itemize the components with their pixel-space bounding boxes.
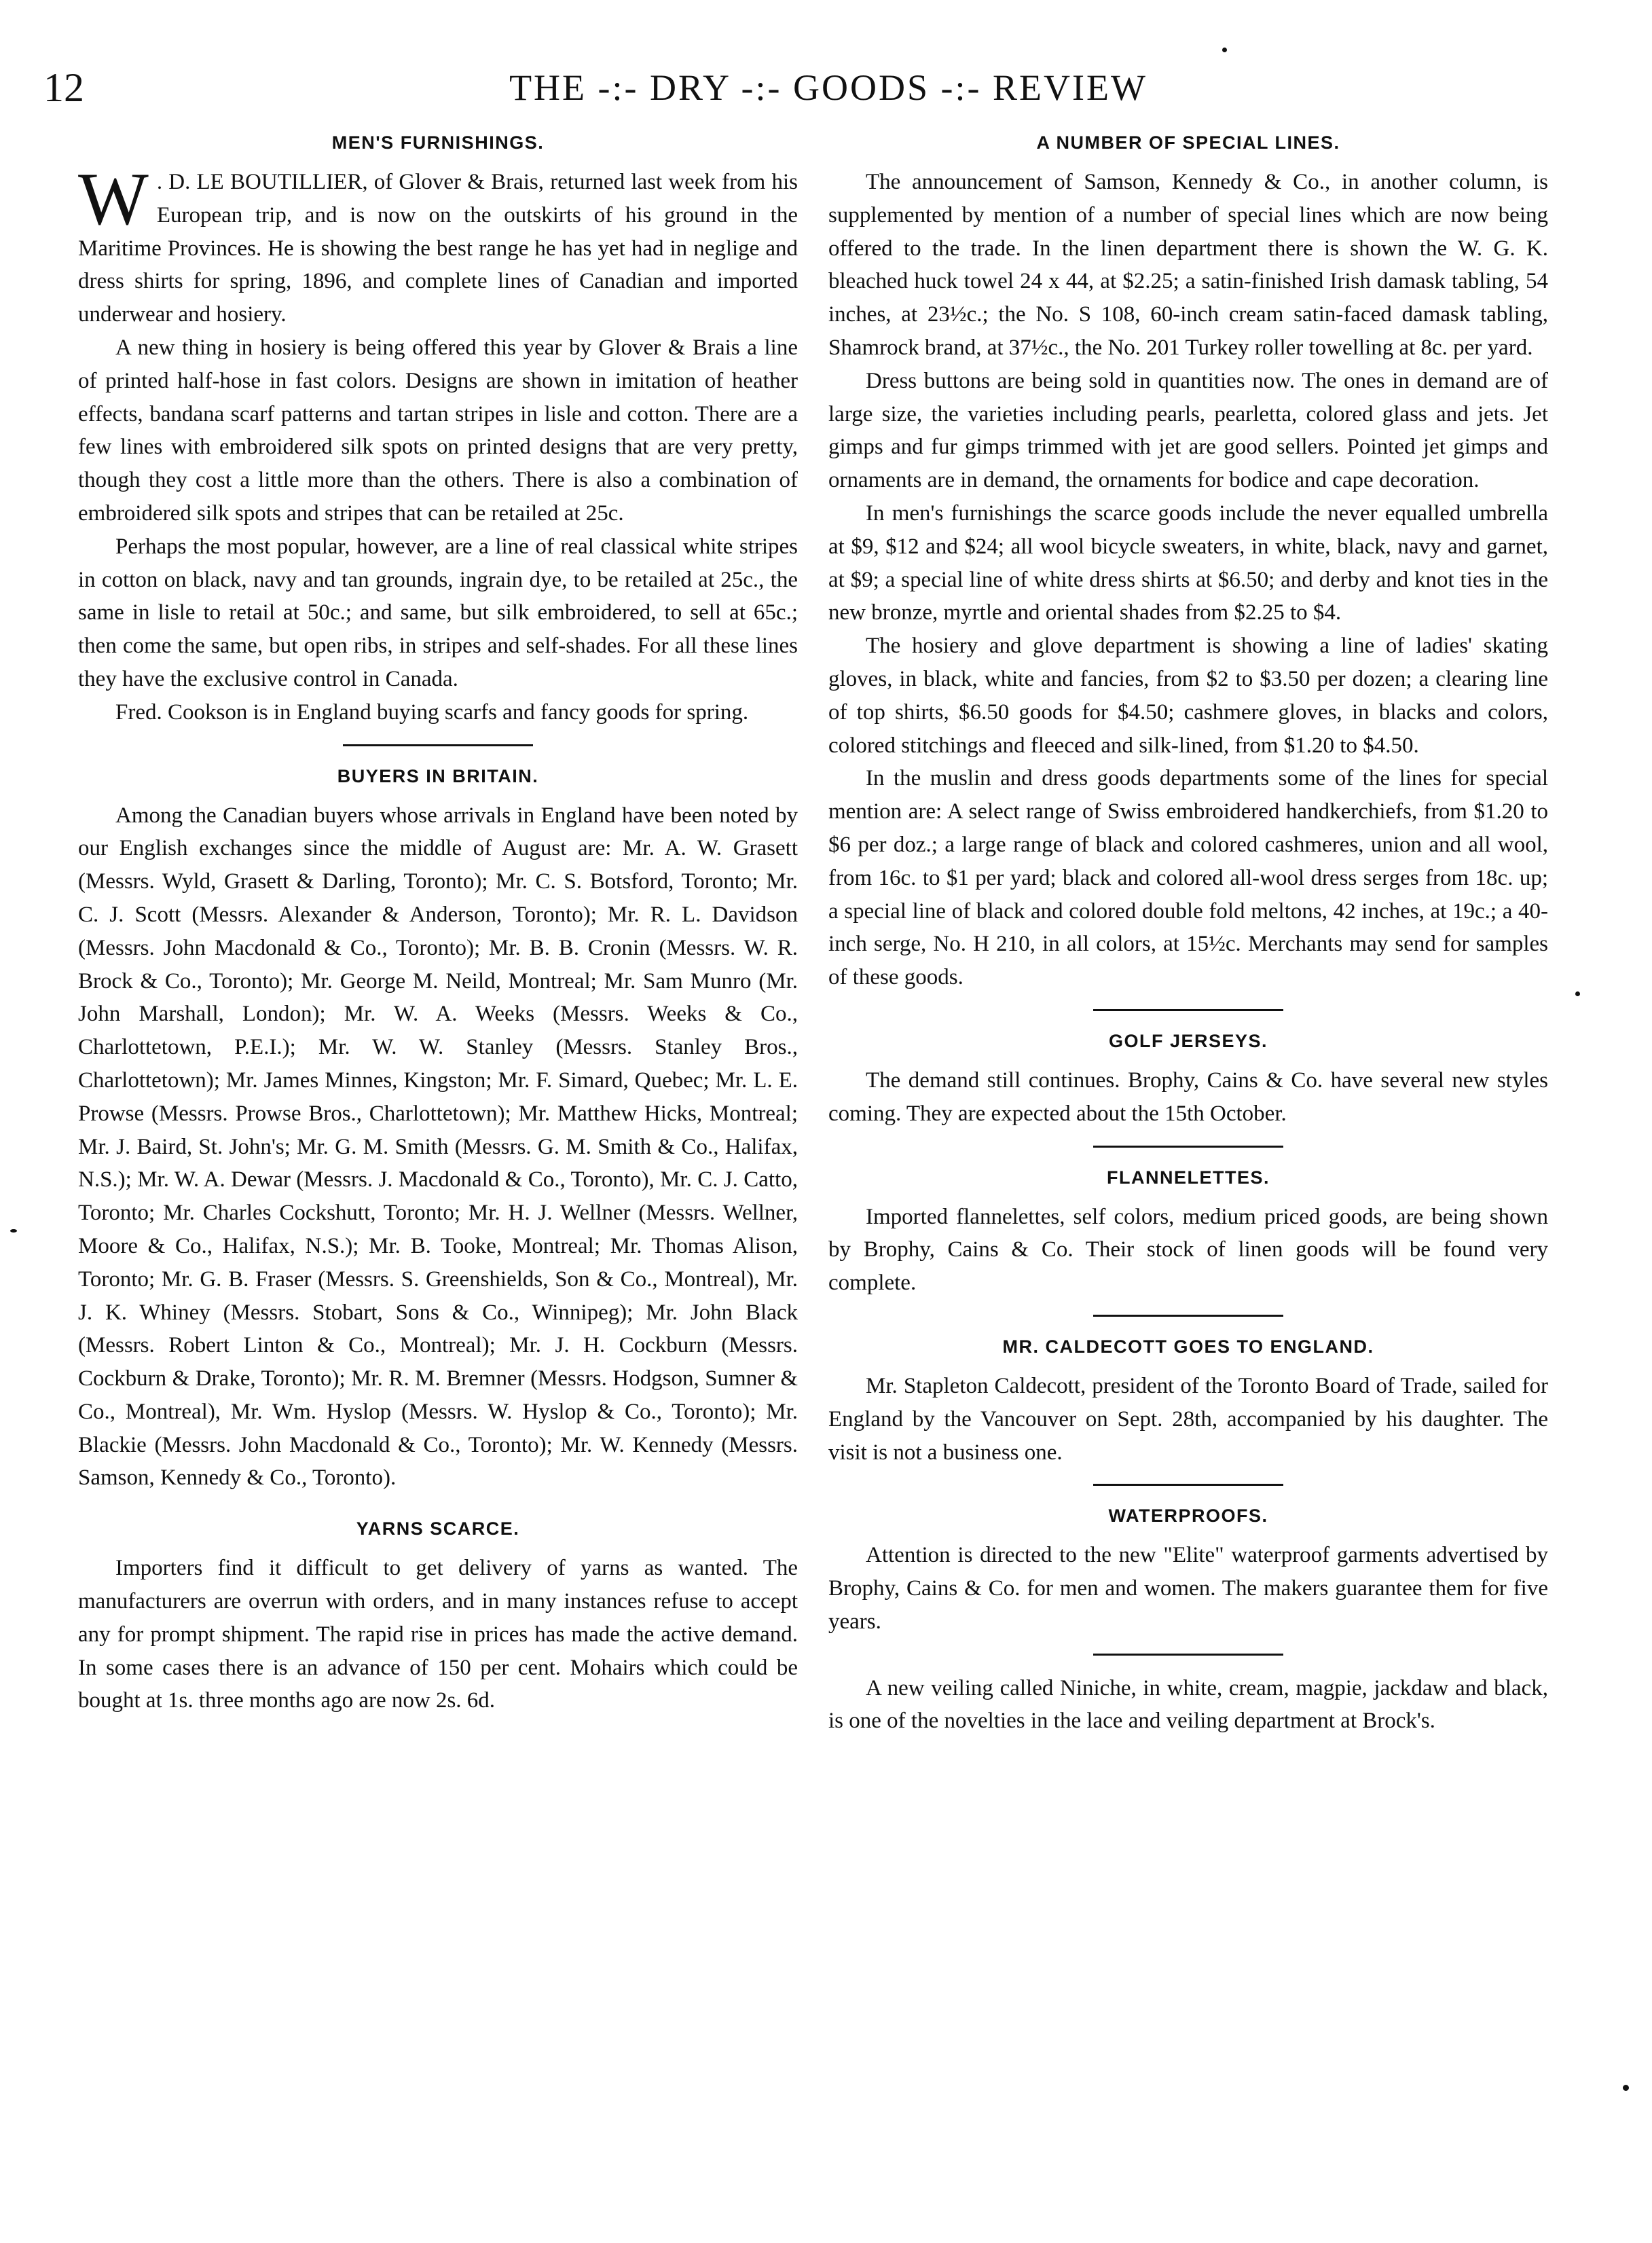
- article-golf-jerseys: [828, 1027, 1548, 1131]
- speck-mark: [1575, 991, 1580, 996]
- article-paragraph: A new veiling called Niniche, in white, cream, magpie, jackdaw and black, is one of the novelties in the lace and veiling department at Brock's.: [828, 1675, 1548, 1734]
- section-divider: [1093, 1009, 1283, 1011]
- article-paragraph: The demand still continues. Brophy, Cains & Co. have several new styles coming. They are expected about the 15th October.: [828, 1068, 1548, 1126]
- drop-cap: W: [78, 158, 149, 240]
- article-paragraph: Importers find it difficult to get delivery of yarns as wanted. The manufacturers are overrun with orders, and in many instances refuse to accept any for prompt shipment. The rapid rise in prices has made the active demand. In some cases there is an advance of 150 per cent. Mohairs which could be bought at 1s. three months ago are now 2s. 6d.: [78, 1556, 798, 1713]
- article-paragraph: Fred. Cookson is in England buying scarfs and fancy goods for spring.: [115, 699, 749, 725]
- article-paragraph: A new thing in hosiery is being offered this year by Glover & Brais a line of printed half-hose in fast colors. Designs are shown in imitation of heather effects, bandana scarf patterns and tartan stripes in lisle and cotton. There are a few lines with embroidered silk spots on printed designs that are very pretty, though they cost a little more than the others. There is also a combination of embroidered silk spots and stripes that can be retailed at 25c.: [78, 335, 798, 526]
- article-heading: MEN'S FURNISHINGS.: [331, 132, 545, 153]
- article-veiling: [828, 1672, 1548, 1738]
- article-yarns-scarce: [78, 1515, 798, 1717]
- section-gap: [78, 1495, 798, 1515]
- article-paragraph: Dress buttons are being sold in quantities now. The ones in demand are of large size, the varieties including pearls, pearletta, colored glass and jets. Jet gimps and fur gimps trimmed with jet are good sellers. Pointed jet gimps and ornaments are in demand, the ornaments for bodice and cape decoration.: [828, 368, 1548, 493]
- article-paragraph: In men's furnishings the scarce goods include the never equalled umbrella at $9, $12 and $24; all wool bicycle sweaters, in white, black, navy and garnet, at $9; a special line of white dress shirts at $6.50; and derby and knot ties in the new bronze, myrtle and oriental shades from $2.25 to $4.: [828, 500, 1548, 625]
- article-heading: BUYERS IN BRITAIN.: [337, 765, 539, 786]
- article-paragraph: [78, 158, 798, 331]
- article-waterproofs: [828, 1502, 1548, 1638]
- article-mens-furnishings: [78, 129, 798, 729]
- paragraph-text: . D. LE BOUTILLIER, of Glover & Brais, returned last week from his European trip, and is now on the outskirts of his ground in the Maritime Provinces. He is showing the best range he has yet had in neglige and dress shirts for spring, 1896, and complete lines of Canadian and imported underwear and hosiery.: [78, 170, 798, 327]
- article-paragraph: Among the Canadian buyers whose arrivals in England have been noted by our English exchanges since the middle of August are: Mr. A. W. Grasett (Messrs. Wyld, Grasett & Darling, Toronto); Mr. C. S. Botsford, Toronto; Mr. C. J. Scott (Messrs. Alexander & Anderson, Toronto); Mr. R. L. Davidson (Messrs. John Macdonald & Co., Toronto); Mr. B. B. Cronin (Messrs. W. R. Brock & Co., Toronto); Mr. George M. Neild, Montreal; Mr. Sam Munro (Mr. John Marshall, London); Mr. W. A. Weeks (Messrs. Weeks & Co., Charlottetown, P.E.I.); Mr. W. W. Stanley (Messrs. Stanley Bros., Charlottetown); Mr. James Minnes, Kingston; Mr. F. Simard, Quebec; Mr. L. E. Prowse (Messrs. Prowse Bros., Charlottetown); Mr. Matthew Hicks, Montreal; Mr. J. Baird, St. John's; Mr. G. M. Smith (Messrs. G. M. Smith & Co., Halifax, N.S.); Mr. W. A. Dewar (Messrs. J. Macdonald & Co., Toronto), Mr. C. J. Catto, Toronto; Mr. Charles Cockshutt, Toronto; Mr. H. J. Wellner (Messrs. Wellner, Moore & Co., Halifax, N.S.); Mr. B. Tooke, Montreal; Mr. Thomas Alison, Toronto; Mr. G. B. Fraser (Messrs. S. Greenshields, Son & Co., Montreal), Mr. J. K. Whiney (Messrs. Stobart, Sons & Co., Winnipeg); Mr. John Black (Messrs. Robert Linton & Co., Montreal); Mr. J. H. Cockburn (Messrs. Cockburn & Drake, Toronto); Mr. R. M. Bremner (Messrs. Hodgson, Sumner & Co., Montreal), Mr. Wm. Hyslop (Messrs. W. Hyslop & Co., Toronto); Mr. Blackie (Messrs. John Macdonald & Co., Toronto); Mr. W. Kennedy (Messrs. Samson, Kennedy & Co., Toronto).: [78, 803, 798, 1491]
- speck-mark: [1222, 48, 1227, 52]
- article-paragraph: The hosiery and glove department is showing a line of ladies' skating gloves, in black, white and fancies, from $2 to $3.50 per dozen; a clearing line of top shirts, $6.50 goods for $4.50; cashmere gloves, in blacks and colors, colored stitchings and fleeced and silk-lined, from $1.20 to $4.50.: [828, 634, 1548, 758]
- masthead: [41, 61, 1616, 115]
- article-paragraph: Imported flannelettes, self colors, medium priced goods, are being shown by Brophy, Cains & Co. Their stock of linen goods will be found very complete.: [828, 1204, 1548, 1296]
- journal-title: THE -:- DRY -:- GOODS -:- REVIEW: [509, 67, 1148, 108]
- section-divider: [1093, 1315, 1283, 1317]
- article-heading: A NUMBER OF SPECIAL LINES.: [1036, 132, 1340, 153]
- article-paragraph: Perhaps the most popular, however, are a line of real classical white stripes in cotton on black, navy and tan grounds, ingrain dye, to be retailed at 25c., the same in lisle to retail at 50c.; and same, but silk embroidered, to sell at 65c.; then come the same, but open ribs, in stripes and self-shades. For all these lines they have the exclusive control in Canada.: [78, 534, 798, 691]
- section-divider: [343, 744, 533, 746]
- article-caldecott: [828, 1333, 1548, 1469]
- article-paragraph: Attention is directed to the new "Elite" waterproof garments advertised by Brophy, Cains & Co. for men and women. The makers guarantee them for five years.: [828, 1543, 1548, 1634]
- article-heading: GOLF JERSEYS.: [1108, 1030, 1268, 1051]
- section-divider: [1093, 1146, 1283, 1148]
- article-heading: FLANNELETTES.: [1107, 1167, 1270, 1188]
- right-column: [828, 129, 1548, 1738]
- article-buyers-in-britain: [78, 763, 798, 1495]
- section-divider: [1093, 1484, 1283, 1486]
- article-heading: YARNS SCARCE.: [356, 1518, 520, 1539]
- article-paragraph: The announcement of Samson, Kennedy & Co., in another column, is supplemented by mention of a number of special lines which are now being offered to the trade. In the linen department there is shown the W. G. K. bleached huck towel 24 x 44, at $2.25; a satin-finished Irish damask tabling, 54 inches, at 23½c.; the No. S 108, 60-inch cream satin-faced damask tabling, Shamrock brand, at 37½c., the No. 201 Turkey roller towelling at 8c. per yard.: [828, 170, 1548, 360]
- left-column: [78, 129, 798, 1717]
- article-heading: MR. CALDECOTT GOES TO ENGLAND.: [1002, 1336, 1374, 1357]
- article-special-lines: [828, 129, 1548, 994]
- article-paragraph: In the muslin and dress goods departments some of the lines for special mention are: A select range of Swiss embroidered handkerchiefs, from $1.20 to $6 per doz.; a large range of black and colored cashmeres, union and all wool, from 16c. to $1 per yard; black and colored all-wool dress serges from 18c. up; a special line of black and colored double fold meltons, 42 inches, at 19c.; a 40-inch serge, No. H 210, in all colors, at 15½c. Merchants may send for samples of these goods.: [828, 766, 1548, 990]
- speck-mark: [10, 1229, 17, 1233]
- article-flannelettes: [828, 1164, 1548, 1300]
- speck-mark: [1623, 2085, 1629, 2091]
- article-heading: WATERPROOFS.: [1108, 1506, 1268, 1527]
- section-divider: [1093, 1654, 1283, 1656]
- page-number: 12: [43, 65, 84, 110]
- article-paragraph: Mr. Stapleton Caldecott, president of the Toronto Board of Trade, sailed for England by the Vancouver on Sept. 28th, accompanied by his daughter. The visit is not a business one.: [828, 1373, 1548, 1465]
